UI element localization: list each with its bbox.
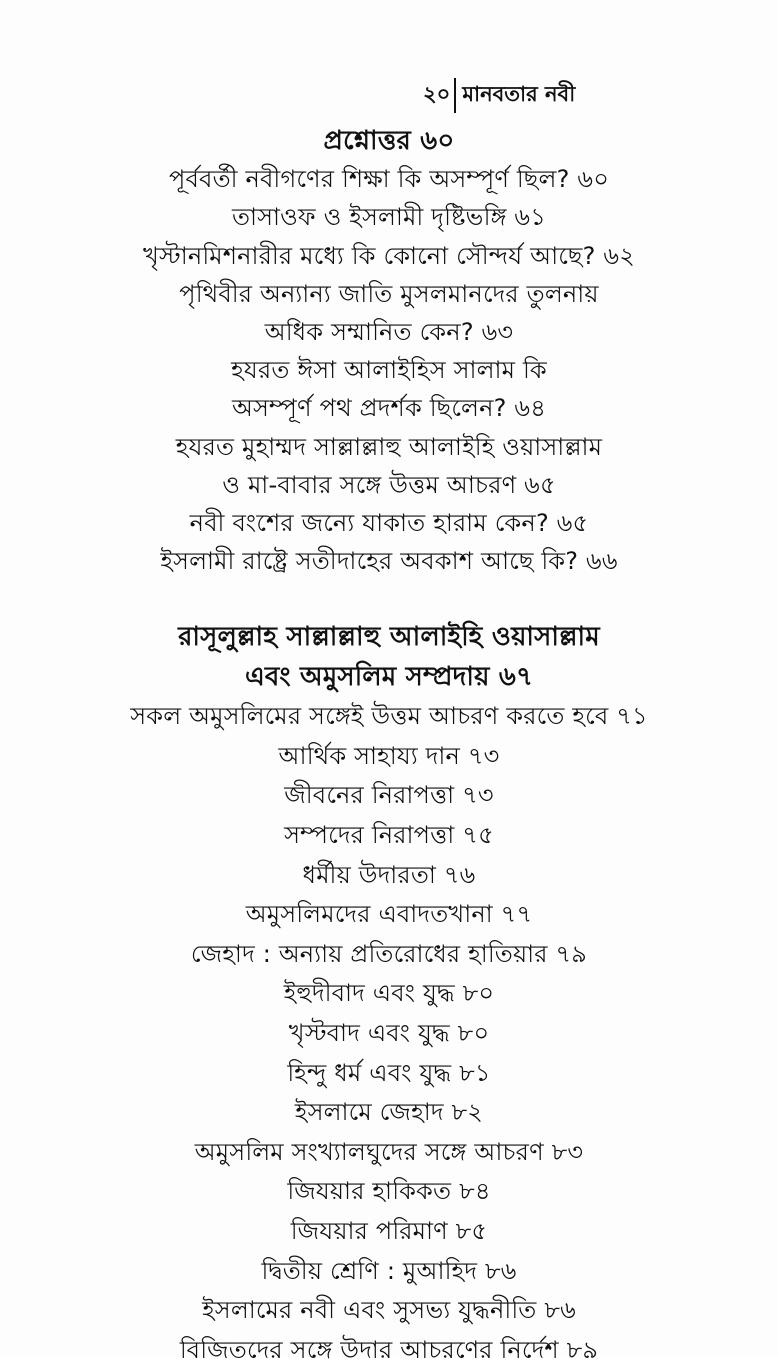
toc-entry: পূর্ববর্তী নবীগণের শিক্ষা কি অসম্পূর্ণ ছিল? ৬০ <box>168 165 610 194</box>
toc-entry: ধর্মীয় উদারতা ৭৬ <box>302 860 476 889</box>
toc-entry: নবী বংশের জন্যে যাকাত হারাম কেন? ৬৫ <box>189 509 589 538</box>
toc-entry: জীবনের নিরাপত্তা ৭৩ <box>284 781 494 810</box>
toc-entry: অধিক সম্মানিত কেন? ৬৩ <box>264 318 514 347</box>
toc-entry: জিযয়ার হাকিকত ৮৪ <box>287 1177 491 1206</box>
toc-entry: অমুসলিমদের এবাদতখানা ৭৭ <box>245 900 533 929</box>
book-title: মানবতার নবী <box>462 82 576 106</box>
toc-section-qa <box>0 122 778 580</box>
toc-entry: সকল অমুসলিমের সঙ্গেই উত্তম আচরণ করতে হবে ৭১ <box>130 702 648 731</box>
toc-entry: জেহাদ : অন্যায় প্রতিরোধের হাতিয়ার ৭৯ <box>190 939 588 968</box>
toc-entry: হিন্দু ধর্ম এবং যুদ্ধ ৮১ <box>287 1058 491 1087</box>
toc-entry: অমুসলিম সংখ্যালঘুদের সঙ্গে আচরণ ৮৩ <box>194 1137 584 1166</box>
toc-entry: ইসলামী রাষ্ট্রে সতীদাহের অবকাশ আছে কি? ৬৬ <box>160 547 618 576</box>
toc-entry: হযরত মুহাম্মদ সাল্লাল্লাহু আলাইহি ওয়াসাল্লাম <box>175 432 603 461</box>
toc-entry: খৃস্টবাদ এবং যুদ্ধ ৮০ <box>288 1018 490 1047</box>
toc-entry: ইসলামে জেহাদ ৮২ <box>294 1098 484 1127</box>
page-number: ২০ <box>423 78 456 113</box>
toc-entry: খৃস্টানমিশনারীর মধ্যে কি কোনো সৌন্দর্য আছে? ৬২ <box>142 241 636 270</box>
toc-entry: ইহুদীবাদ এবং যুদ্ধ ৮০ <box>283 979 495 1008</box>
toc-entry: জিযয়ার পরিমাণ ৮৫ <box>290 1216 488 1245</box>
toc-entry: সম্পদের নিরাপত্তা ৭৫ <box>284 820 494 849</box>
toc-entry: ইসলামের নবী এবং সুসভ্য যুদ্ধনীতি ৮৬ <box>202 1296 576 1325</box>
toc-entry: অসম্পূর্ণ পথ প্রদর্শক ছিলেন? ৬৪ <box>231 394 546 423</box>
toc-entry: হযরত ঈসা আলাইহিস সালাম কি <box>231 356 547 385</box>
toc-entry: ও মা-বাবার সঙ্গে উত্তম আচরণ ৬৫ <box>222 470 556 499</box>
section-heading: প্রশ্নোত্তর ৬০ <box>323 126 455 156</box>
running-head <box>423 78 575 113</box>
toc-entry: দ্বিতীয় শ্রেণি : মুআহিদ ৮৬ <box>261 1256 517 1285</box>
toc-entry: পৃথিবীর অন্যান্য জাতি মুসলমানদের তুলনায় <box>179 279 599 308</box>
section-heading: এবং অমুসলিম সম্প্রদায় ৬৭ <box>244 661 534 692</box>
toc-entry: বিজিতদের সঙ্গে উদার আচরণের নির্দেশ ৮৯ <box>179 1335 599 1364</box>
toc-entry: আর্থিক সাহায্য দান ৭৩ <box>278 741 500 770</box>
toc-entry: তাসাওফ ও ইসলামী দৃষ্টিভঙ্গি ৬১ <box>231 203 547 232</box>
toc-section-non-muslims <box>0 618 778 1370</box>
section-heading: রাসূলুল্লাহ সাল্লাল্লাহু আলাইহি ওয়াসাল্লাম <box>178 622 600 652</box>
